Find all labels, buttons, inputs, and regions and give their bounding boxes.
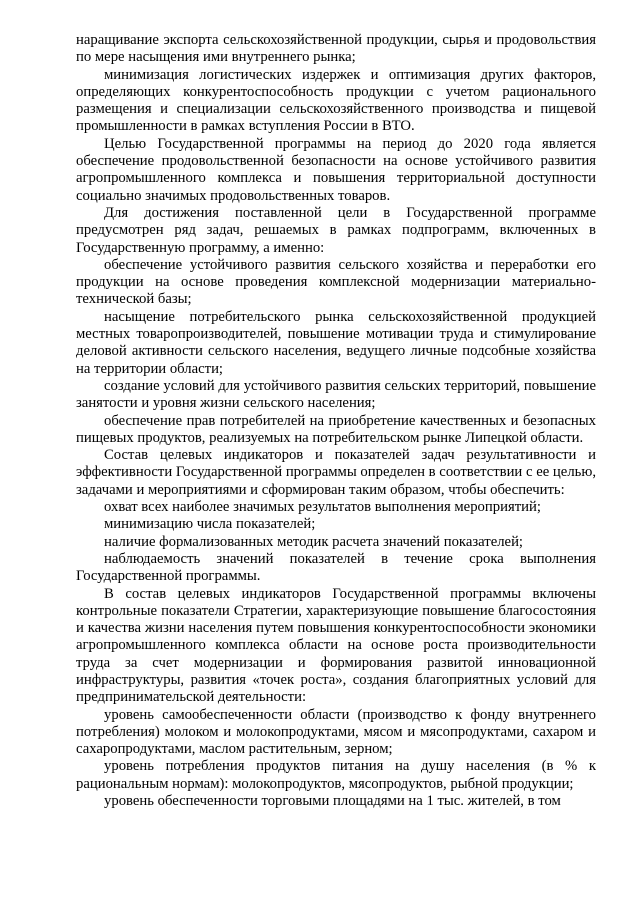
paragraph-consumption: уровень потребления продуктов питания на душу населения (в % к рациональным нормам): молокопродуктов, мясопродуктов, рыбной продукции; [76,758,596,792]
paragraph-task-consumers: обеспечение прав потребителей на приобретение качественных и безопасных пищевых продуктов, реализуемых на потребительском рынке Липецкой области. [76,412,596,446]
paragraph-program-goal: Целью Государственной программы на период до 2020 года является обеспечение продовольственной безопасности на основе устойчивого развития агропромышленного комплекса и повышения территориальной доступности социально значимых продовольственных товаров. [76,135,596,204]
paragraph-trade-areas: уровень обеспеченности торговыми площадями на 1 тыс. жителей, в том [104,793,561,810]
paragraph-methods: наличие формализованных методик расчета значений показателей; [104,533,524,550]
paragraph-logistics: минимизация логистических издержек и оптимизация других факторов, определяющих конкурентоспособность продукции с учетом рационального размещения и специализации сельскохозяйственного производства и пищевой промышленности в рамках вступления России в ВТО. [76,66,596,135]
paragraph-self-sufficiency: уровень самообеспеченности области (производство к фонду внутреннего потребления) молоком и молокопродуктами, мясом и мясопродуктами, сахаром и сахаропродуктами, маслом растительным, зерном; [76,706,596,758]
document-page [76,32,596,810]
paragraph-observability: наблюдаемость значений показателей в течение срока выполнения Государственной программы. [76,550,596,585]
paragraph-task-agriculture: обеспечение устойчивого развития сельского хозяйства и переработки его продукции на основе проведения комплексной модернизации материально-технической базы; [76,256,596,308]
paragraph-strategy-indicators: В состав целевых индикаторов Государственной программы включены контрольные показатели Стратегии, характеризующие повышение благосостояния и качества жизни населения путем повышения конкурентоспособности экономики агропромышленного комплекса области на основе роста производительности труда за счет модернизации и формирования развитой инновационной инфраструктуры, развития «точек роста», создания благоприятных условий для предпринимательской деятельности: [76,585,596,706]
paragraph-task-market: насыщение потребительского рынка сельскохозяйственной продукцией местных товаропроизводителей, повышение мотивации труда и стимулирование деловой активности сельского населения, ведущего личные подсобные хозяйства на территории области; [76,308,596,377]
paragraph-minimize: минимизацию числа показателей; [104,516,316,533]
paragraph-indicators-intro: Состав целевых индикаторов и показателей задач результативности и эффективности Государственной программы определен в соответствии с ее целью, задачами и мероприятиями и сформирован таким образом, чтобы обеспечить: [76,447,596,498]
paragraph-coverage: охват всех наиболее значимых результатов выполнения мероприятий; [104,499,541,516]
paragraph-task-rural: создание условий для устойчивого развития сельских территорий, повышение занятости и уровня жизни сельского населения; [76,377,596,412]
paragraph-tasks-intro: Для достижения поставленной цели в Государственной программе предусмотрен ряд задач, решаемых в рамках подпрограмм, включенных в Государственную программу, а именно: [76,204,596,256]
paragraph-export: наращивание экспорта сельскохозяйственной продукции, сырья и продовольствия по мере насыщения ими внутреннего рынка; [76,32,596,66]
